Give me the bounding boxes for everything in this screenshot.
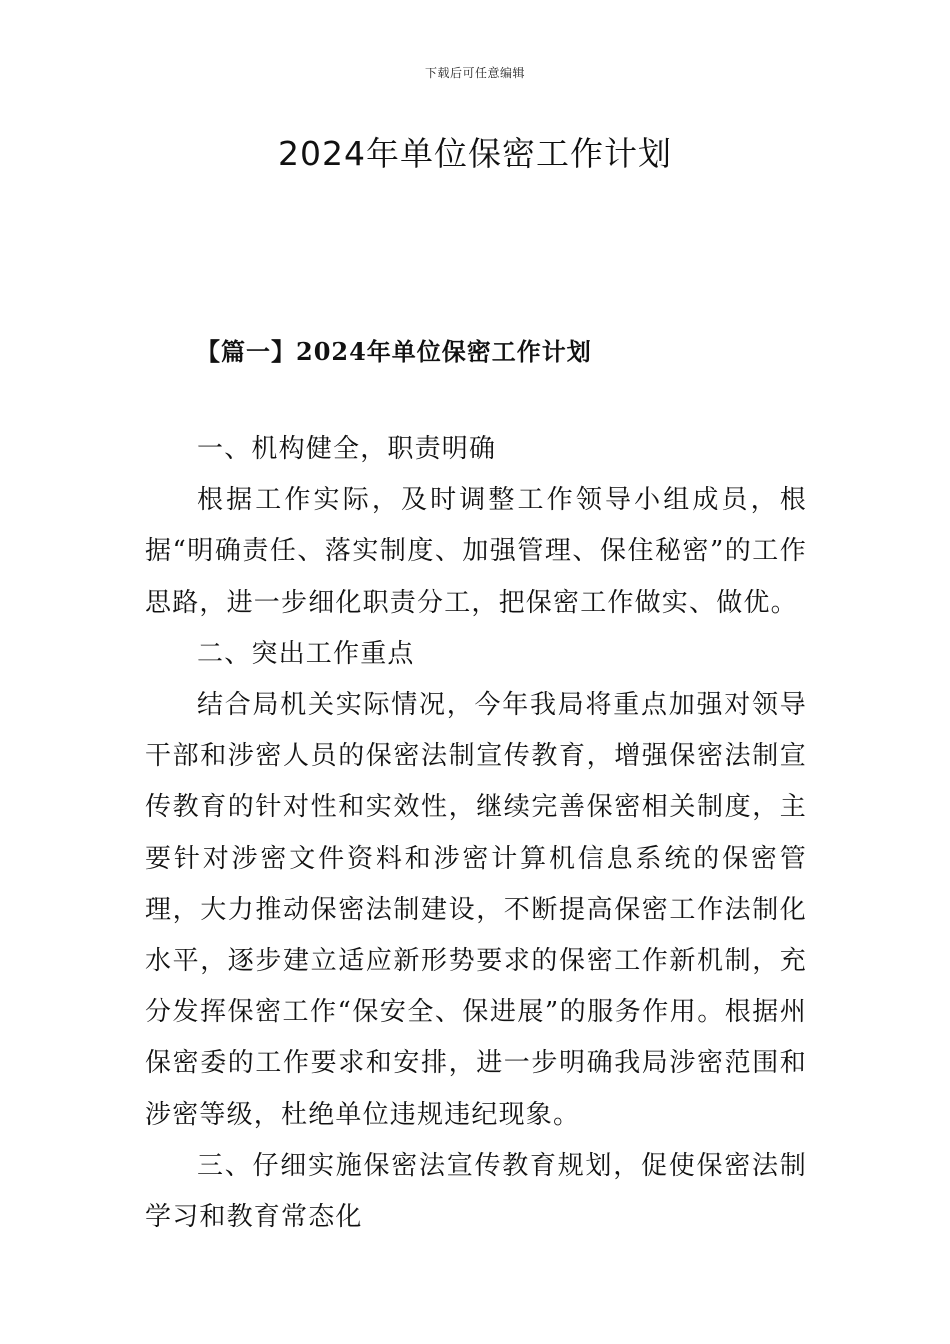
document-body (145, 424, 807, 1243)
heading-2: 二、突出工作重点 (197, 638, 415, 669)
section-title: 【篇一】2024年单位保密工作计划 (196, 337, 592, 366)
paragraph-2: 结合局机关实际情况，今年我局将重点加强对领导干部和涉密人员的保密法制宣传教育，增强保密法制宣传教育的针对性和实效性，继续完善保密相关制度，主要针对涉密文件资料和涉密计算机信息系统的保密管理，大力推动保密法制建设，不断提高保密工作法制化水平，逐步建立适应新形势要求的保密工作新机制，充分发挥保密工作“保安全、保进展”的服务作用。根据州保密委的工作要求和安排，进一步明确我局涉密范围和涉密等级，杜绝单位违规违纪现象。 (145, 690, 807, 1130)
page-header-note: 下载后可任意编辑 (424, 66, 525, 80)
heading-3: 三、仔细实施保密法宣传教育规划，促使保密法制学习和教育常态化 (145, 1150, 807, 1233)
heading-1: 一、机构健全，职责明确 (197, 434, 497, 464)
document-title: 2024年单位保密工作计划 (278, 134, 672, 173)
paragraph-1: 根据工作实际，及时调整工作领导小组成员，根据“明确责任、落实制度、加强管理、保住秘密”的工作思路，进一步细化职责分工，把保密工作做实、做优。 (145, 485, 807, 618)
